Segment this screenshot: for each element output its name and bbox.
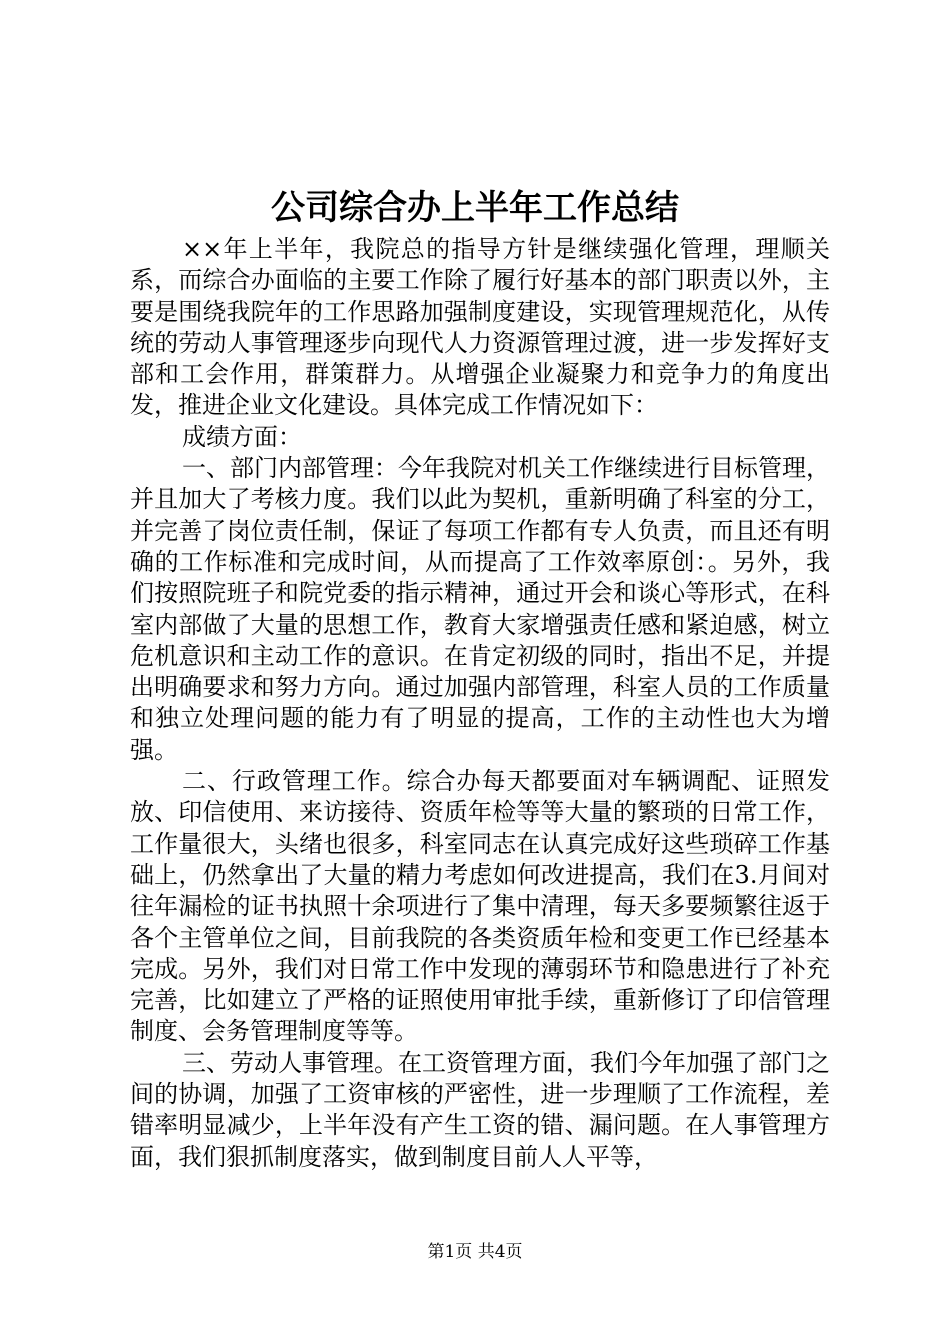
section-internal-management: 一、部门内部管理：今年我院对机关工作继续进行目标管理，并且加大了考核力度。我们以此为契机，重新明确了科室的分工，并完善了岗位责任制，保证了每项工作都有专人负责，而且还有明确的工作标准和完成时间，从而提高了工作效率原创：。另外，我们按照院班子和院党委的指示精神，通过开会和谈心等形式，在科室内部做了大量的思想工作，教育大家增强责任感和紧迫感，树立危机意识和主动工作的意识。在肯定初级的同时，指出不足，并提出明确要求和努力方向。通过加强内部管理，科室人员的工作质量和独立处理问题的能力有了明显的提高，工作的主动性也大为增强。 (130, 454, 830, 764)
intro-paragraph: ××年上半年，我院总的指导方针是继续强化管理，理顺关系，而综合办面临的主要工作除了履行好基本的部门职责以外，主要是围绕我院年的工作思路加强制度建设，实现管理规范化，从传统的劳动人事管理逐步向现代人力资源管理过渡，进一步发挥好支部和工会作用，群策群力。从增强企业凝聚力和竞争力的角度出发，推进企业文化建设。具体完成工作情况如下： (130, 235, 830, 420)
achievements-heading: 成绩方面： (182, 422, 302, 451)
section-administrative-work: 二、行政管理工作。综合办每天都要面对车辆调配、证照发放、印信使用、来访接待、资质年检等等大量的繁琐的日常工作，工作量很大，头绪也很多，科室同志在认真完成好这些琐碎工作基础上，仍然拿出了大量的精力考虑如何改进提高，我们在3.月间对往年漏检的证书执照十余项进行了集中清理，每天多要频繁往返于各个主管单位之间，目前我院的各类资质年检和变更工作已经基本完成。另外，我们对日常工作中发现的薄弱环节和隐患进行了补充完善，比如建立了严格的证照使用审批手续，重新修订了印信管理制度、会务管理制度等等。 (130, 767, 830, 1046)
document-body (130, 234, 830, 1173)
page-number: 第1页 共4页 (427, 1242, 523, 1262)
section-personnel-management: 三、劳动人事管理。在工资管理方面，我们今年加强了部门之间的协调，加强了工资审核的严密性，进一步理顺了工作流程，差错率明显减少，上半年没有产生工资的错、漏问题。在人事管理方面，我们狠抓制度落实，做到制度目前人人平等， (130, 1048, 830, 1171)
document-title: 公司综合办上半年工作总结 (271, 188, 679, 228)
